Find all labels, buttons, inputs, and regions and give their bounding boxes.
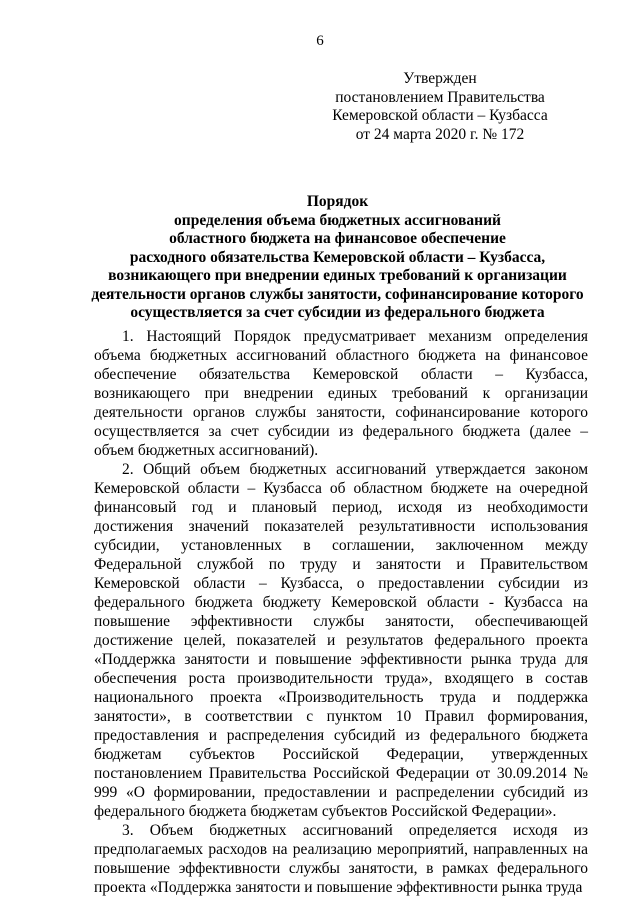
title-line: расходного обязательства Кемеровской области – Кузбасса, xyxy=(129,248,546,266)
title-line: определения объема бюджетных ассигнований xyxy=(174,211,501,229)
document-title xyxy=(80,193,595,323)
approval-stamp xyxy=(330,70,550,144)
paragraph-1: 1. Настоящий Порядок предусматривает механизм определения объема бюджетных ассигнований областного бюджета на финансовое обеспечение обязательства Кемеровской области – Кузбасса, возникающего при внедрении единых требований к организации деятельности органов службы занятости, софинансирование которого осуществляется за счет субсидии из федерального бюджета (далее – объем бюджетных ассигнований). xyxy=(94,328,588,459)
title-line: областного бюджета на финансовое обеспечение xyxy=(169,230,506,247)
paragraph-2: 2. Общий объем бюджетных ассигнований утверждается законом Кемеровской области – Кузбасса об областном бюджете на очередной финансовый год и плановый период, исходя из необходимости достижения значений показателей результативности использования субсидии, установленных в соглашении, заключенном между Федеральной службой по труду и занятости и Правительством Кемеровской области – Кузбасса, о предоставлении субсидии из федерального бюджета бюджету Кемеровской области - Кузбасса на повышение эффективности службы занятости, обеспечивающей достижение целей, показателей и результатов федерального проекта «Поддержка занятости и повышение эффективности рынка труда для обеспечения роста производительности труда», входящего в состав национального проекта «Производительность труда и поддержка занятости», в соответствии с пунктом 10 Правил формирования, предоставления и распределения субсидий из федерального бюджета бюджетам субъектов Российской Федерации, утвержденных постановлением Правительства Российской Федерации от 30.09.2014 № 999 «О формировании, предоставлении и распределении субсидий из федерального бюджета бюджетам субъектов Российской Федерации». xyxy=(94,461,588,820)
document-body xyxy=(94,327,588,897)
title-line: Порядок xyxy=(306,193,369,210)
title-line: осуществляется за счет субсидии из федерального бюджета xyxy=(130,304,545,321)
approval-line: постановлением Правительства xyxy=(335,88,545,106)
approval-line: Утвержден xyxy=(403,70,477,87)
title-line: возникающего при внедрении единых требований к организации xyxy=(108,267,567,284)
approval-line: Кемеровской области – Кузбасса xyxy=(332,107,548,124)
approval-line: от 24 марта 2020 г. № 172 xyxy=(355,125,525,143)
paragraph-3: 3. Объем бюджетных ассигнований определяется исходя из предполагаемых расходов на реализацию мероприятий, направленных на повышение эффективности службы занятости, в рамках федерального проекта «Поддержка занятости и повышение эффективности рынка труда xyxy=(94,822,588,896)
page-number: 6 xyxy=(316,33,324,49)
title-line: деятельности органов службы занятости, софинансирование которого xyxy=(91,285,584,303)
